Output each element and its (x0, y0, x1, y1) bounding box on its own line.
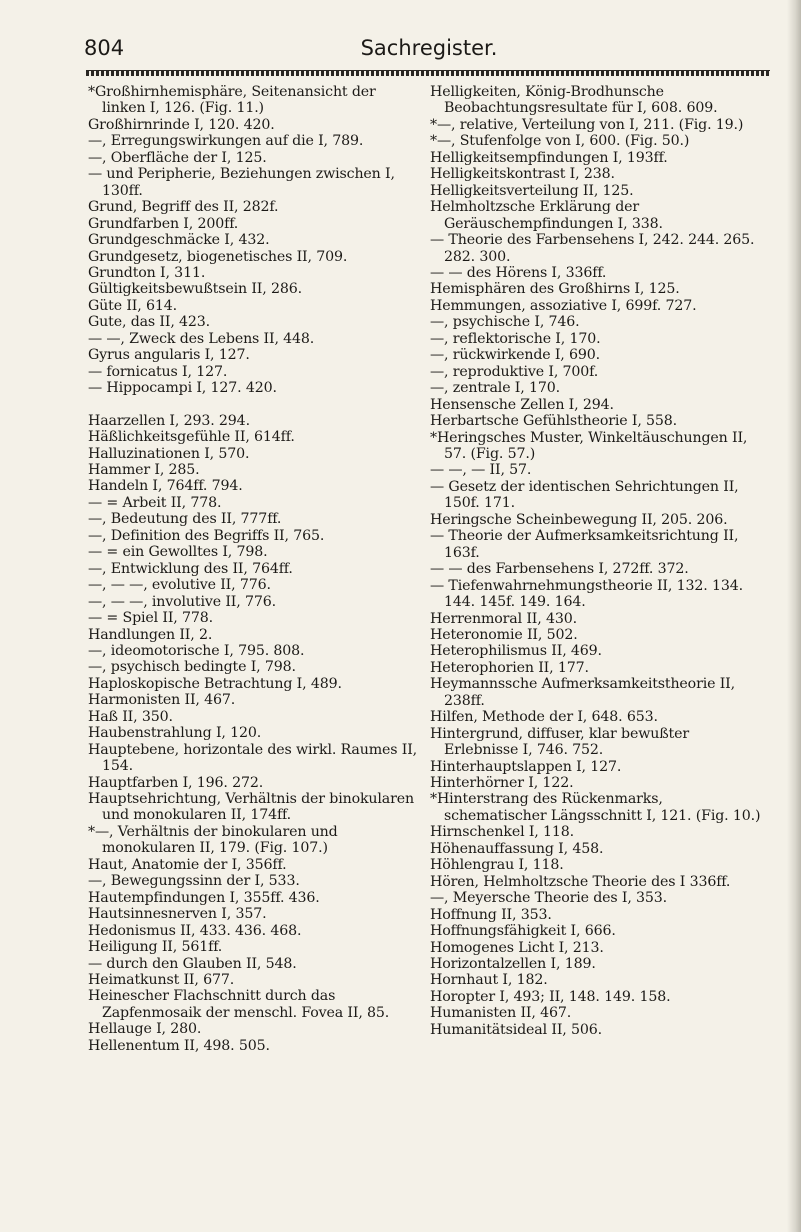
index-entry: Halluzinationen I, 570. (88, 445, 250, 462)
index-entry: Höhlengrau I, 118. (430, 857, 564, 874)
index-entry: Heinescher Flachschnitt durch das Zapfenmosaik der menschl. Fovea II, 85. (88, 988, 390, 1021)
index-entry: Gute, das II, 423. (88, 314, 211, 331)
index-entry: —, Bedeutung des II, 777ff. (88, 511, 282, 528)
index-entry: Haß II, 350. (88, 708, 173, 725)
index-entry: Haploskopische Betrachtung I, 489. (88, 675, 342, 692)
index-entry: Güte II, 614. (88, 297, 177, 314)
index-entry: —, — —, evolutive II, 776. (88, 577, 271, 594)
index-entry: — fornicatus I, 127. (88, 363, 228, 380)
index-entry: —, Oberfläche der I, 125. (88, 149, 267, 166)
index-entry: —, — —, involutive II, 776. (88, 593, 276, 610)
index-entry: Handlungen II, 2. (88, 626, 213, 643)
index-entry: Helligkeiten, König-Brodhunsche Beobachtungsresultate für I, 608. 609. (430, 84, 718, 117)
index-entry: Hellauge I, 280. (88, 1021, 202, 1038)
index-entry: — Theorie der Aufmerksamkeitsrichtung II, 163f. (430, 528, 739, 561)
index-entry: Hensensche Zellen I, 294. (430, 396, 614, 413)
page-header (84, 36, 774, 66)
index-entry: Grundfarben I, 200ff. (88, 215, 239, 232)
index-entry: —, reflektorische I, 170. (430, 330, 601, 347)
index-entry: Hören, Helmholtzsche Theorie des I 336ff. (430, 873, 731, 890)
index-entry: Heteronomie II, 502. (430, 626, 578, 643)
index-entry: — = Spiel II, 778. (88, 610, 213, 627)
index-entry: Hintergrund, diffuser, klar bewußter Erlebnisse I, 746. 752. (430, 725, 689, 759)
index-entry: Höhenauffassung I, 458. (430, 840, 604, 857)
index-entry: —, ideomotorische I, 795. 808. (88, 642, 305, 659)
index-entry: Hirnschenkel I, 118. (430, 824, 574, 841)
index-entry: — Tiefenwahrnehmungstheorie II, 132. 134. 144. 145f. 149. 164. (430, 577, 743, 611)
index-entry: *Großhirnhemisphäre, Seitenansicht der linken I, 126. (Fig. 11.) (88, 84, 376, 117)
index-entry: —, reproduktive I, 700f. (430, 363, 599, 380)
index-entry: Hautsinnesnerven I, 357. (88, 906, 267, 923)
index-entry: *Hinterstrang des Rückenmarks, schematischer Längsschnitt I, 121. (Fig. 10.) (430, 791, 761, 824)
index-entry: Hinterhauptslappen I, 127. (430, 758, 622, 775)
index-entry: Heimatkunst II, 677. (88, 972, 235, 989)
index-entry: *—, Verhältnis der binokularen und monokularen II, 179. (Fig. 107.) (88, 823, 338, 857)
index-entry: Helligkeitsempfindungen I, 193ff. (430, 149, 668, 166)
index-entry: Grundton I, 311. (88, 264, 206, 281)
section-gap (88, 397, 418, 413)
index-column-right (430, 84, 766, 1038)
index-entry: —, rückwirkende I, 690. (430, 347, 601, 364)
index-entry: —, psychisch bedingte I, 798. (88, 659, 296, 676)
index-entry: Herbartsche Gefühlstheorie I, 558. (430, 413, 678, 430)
index-entry: Hemmungen, assoziative I, 699f. 727. (430, 297, 697, 314)
index-entry: —, Bewegungssinn der I, 533. (88, 873, 300, 890)
index-entry: — —, — II, 57. (430, 462, 532, 479)
index-entry: Hammer I, 285. (88, 461, 200, 478)
index-entry: — — des Hörens I, 336ff. (430, 264, 607, 281)
index-entry: Hemisphären des Großhirns I, 125. (430, 281, 680, 298)
page-number: 804 (84, 36, 125, 60)
header-rule (86, 70, 770, 76)
index-entry: Handeln I, 764ff. 794. (88, 478, 243, 495)
index-entry: Humanitätsideal II, 506. (430, 1021, 602, 1038)
index-entry: — durch den Glauben II, 548. (88, 955, 297, 972)
index-entry: Hauptsehrichtung, Verhältnis der binokularen und monokularen II, 174ff. (88, 791, 414, 824)
index-entry: *—, relative, Verteilung von I, 211. (Fig. 19.) (430, 116, 744, 133)
index-entry: Heterophorien II, 177. (430, 659, 589, 676)
index-entry: Heterophilismus II, 469. (430, 643, 602, 660)
index-entry: — — des Farbensehens I, 272ff. 372. (430, 561, 689, 578)
index-entry: —, Meyersche Theorie des I, 353. (430, 890, 668, 907)
index-entry: Häßlichkeitsgefühle II, 614ff. (88, 429, 295, 446)
index-entry: Hinterhörner I, 122. (430, 775, 574, 792)
index-entry: Gyrus angularis I, 127. (88, 347, 250, 364)
index-entry: Haarzellen I, 293. 294. (88, 412, 250, 429)
index-entry: — Theorie des Farbensehens I, 242. 244. 265. 282. 300. (430, 232, 755, 265)
index-entry: Heymannssche Aufmerksamkeitstheorie II, 238ff. (430, 676, 735, 709)
index-entry: Grundgesetz, biogenetisches II, 709. (88, 248, 348, 265)
index-entry: Grund, Begriff des II, 282f. (88, 199, 279, 216)
index-entry: Grundgeschmäcke I, 432. (88, 232, 270, 249)
index-entry: — Hippocampi I, 127. 420. (88, 380, 277, 397)
index-entry: Helmholtzsche Erklärung der Geräuschempfindungen I, 338. (430, 199, 663, 232)
index-entry: — —, Zweck des Lebens II, 448. (88, 330, 315, 347)
index-entry: Helligkeitskontrast I, 238. (430, 166, 615, 183)
index-entry: Harmonisten II, 467. (88, 692, 236, 709)
index-entry: Heringsche Scheinbewegung II, 205. 206. (430, 511, 728, 528)
page-edge (787, 0, 801, 1232)
index-entry: Humanisten II, 467. (430, 1005, 572, 1022)
index-entry: Hautempfindungen I, 355ff. 436. (88, 889, 320, 906)
index-entry: Hedonismus II, 433. 436. 468. (88, 922, 302, 939)
index-entry: — = Arbeit II, 778. (88, 494, 222, 511)
index-entry: — und Peripherie, Beziehungen zwischen I, 130ff. (88, 166, 395, 199)
index-entry: —, psychische I, 746. (430, 314, 580, 331)
index-entry: Hellenentum II, 498. 505. (88, 1037, 270, 1054)
index-entry: *Heringsches Muster, Winkeltäuschungen II, 57. (Fig. 57.) (430, 429, 748, 462)
index-entry: Hoffnung II, 353. (430, 906, 552, 923)
index-entry: —, Entwicklung des II, 764ff. (88, 560, 293, 577)
index-column-left (88, 84, 418, 1054)
index-entry: Hauptfarben I, 196. 272. (88, 774, 264, 791)
index-entry: Horizontalzellen I, 189. (430, 956, 596, 973)
index-entry: Hornhaut I, 182. (430, 972, 548, 989)
index-entry: — = ein Gewolltes I, 798. (88, 544, 268, 561)
running-title: Sachregister. (360, 36, 498, 60)
index-entry: Herrenmoral II, 430. (430, 610, 577, 627)
index-entry: Horopter I, 493; II, 148. 149. 158. (430, 988, 671, 1005)
index-entry: —, Erregungswirkungen auf die I, 789. (88, 133, 364, 150)
index-entry: Haubenstrahlung I, 120. (88, 725, 262, 742)
index-entry: Homogenes Licht I, 213. (430, 939, 604, 956)
index-entry: Heiligung II, 561ff. (88, 939, 223, 956)
index-entry: —, Definition des Begriffs II, 765. (88, 527, 325, 544)
index-entry: Gültigkeitsbewußtsein II, 286. (88, 281, 302, 298)
index-entry: Helligkeitsverteilung II, 125. (430, 182, 634, 199)
index-entry: Hoffnungsfähigkeit I, 666. (430, 923, 616, 940)
index-entry: Hauptebene, horizontale des wirkl. Raumes II, 154. (88, 741, 418, 775)
index-entry: Hilfen, Methode der I, 648. 653. (430, 709, 658, 726)
index-entry: *—, Stufenfolge von I, 600. (Fig. 50.) (430, 133, 690, 150)
index-entry: Haut, Anatomie der I, 356ff. (88, 856, 287, 873)
index-entry: Großhirnrinde I, 120. 420. (88, 116, 275, 133)
index-entry: —, zentrale I, 170. (430, 380, 560, 397)
index-entry: — Gesetz der identischen Sehrichtungen II, 150f. 171. (430, 478, 739, 512)
